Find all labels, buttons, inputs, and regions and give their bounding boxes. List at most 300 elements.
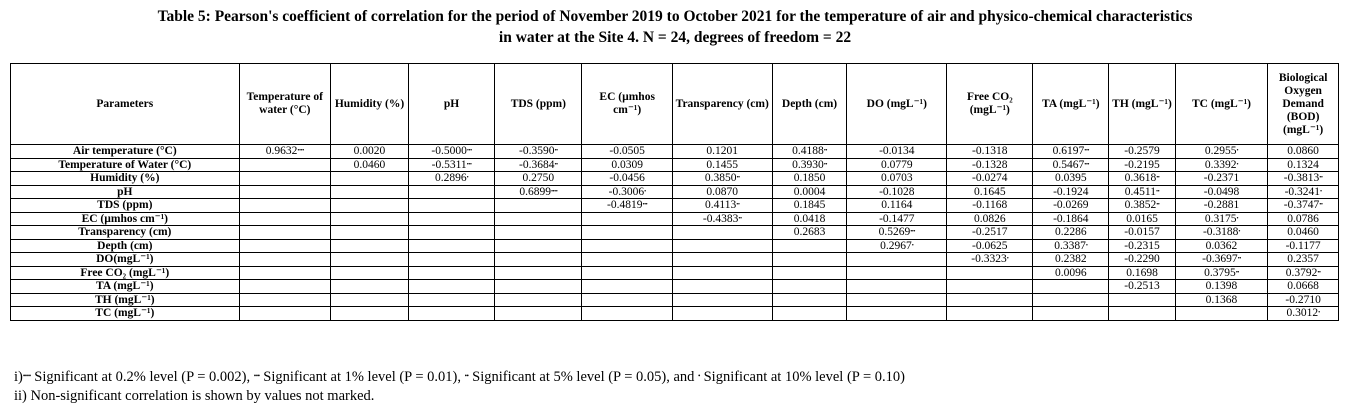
correlation-cell	[1175, 253, 1267, 267]
correlation-cell	[495, 266, 582, 280]
correlation-cell	[495, 185, 582, 199]
correlation-cell	[772, 280, 847, 294]
column-header: TH (mgL⁻¹)	[1109, 64, 1176, 145]
correlation-value: -0.0134	[879, 145, 915, 157]
header-row	[11, 64, 1339, 145]
correlation-cell	[331, 145, 409, 159]
correlation-value: 0.1645	[973, 185, 1006, 198]
significance-mark: •	[1236, 215, 1239, 222]
correlation-cell	[1268, 226, 1339, 240]
column-header: Humidity (%)	[331, 64, 409, 145]
correlation-value: -0.2315	[1124, 239, 1160, 252]
correlation-cell	[331, 212, 409, 226]
correlation-value: 0.1850	[793, 172, 826, 184]
correlation-cell	[331, 185, 409, 199]
correlation-cell	[947, 280, 1033, 294]
correlation-cell	[847, 253, 947, 267]
correlation-cell	[331, 266, 409, 280]
correlation-cell	[947, 158, 1033, 172]
correlation-cell	[1033, 280, 1109, 294]
correlation-cell	[1175, 158, 1267, 172]
correlation-value: 0.0165	[1126, 212, 1158, 225]
correlation-value: 0.2357	[1287, 253, 1319, 265]
correlation-value: 0.1368	[1205, 293, 1238, 306]
correlation-value: 0.0460	[353, 158, 386, 171]
correlation-cell	[408, 293, 494, 307]
significance-mark: ••	[738, 215, 742, 222]
caption-line-2: in water at the Site 4. N = 24, degrees of freedom = 22	[498, 29, 852, 46]
table-row	[11, 199, 1339, 213]
correlation-value: 0.2955	[1204, 145, 1237, 157]
column-header: Free CO₂ (mgL⁻¹)	[947, 64, 1033, 145]
column-header: Depth (cm)	[772, 64, 847, 145]
correlation-cell	[495, 293, 582, 307]
correlation-cell	[672, 266, 772, 280]
note-text-5-percent: Significant at 5% level (P = 0.05), and	[468, 369, 699, 385]
correlation-cell	[331, 280, 409, 294]
correlation-cell	[408, 158, 494, 172]
correlation-cell	[1033, 199, 1109, 213]
correlation-cell	[672, 199, 772, 213]
correlation-cell	[331, 172, 409, 186]
correlation-cell	[947, 212, 1033, 226]
correlation-value: 0.6899	[519, 185, 551, 198]
correlation-cell	[1175, 293, 1267, 307]
correlation-cell	[1109, 307, 1176, 321]
table-row	[11, 212, 1339, 226]
correlation-value: -0.0456	[609, 172, 645, 184]
correlation-cell	[1033, 226, 1109, 240]
correlation-cell	[672, 307, 772, 321]
correlation-value: -0.5000	[431, 145, 467, 157]
row-parameter: TC (mgL⁻¹)	[11, 307, 240, 321]
correlation-value: -0.0274	[972, 172, 1008, 184]
correlation-cell	[331, 253, 409, 267]
correlation-cell	[495, 239, 582, 253]
table-caption	[0, 6, 1350, 48]
correlation-cell	[1175, 280, 1267, 294]
row-parameter: TA (mgL⁻¹)	[11, 280, 240, 294]
correlation-value: -0.1924	[1053, 185, 1089, 198]
correlation-value: -0.3697	[1202, 253, 1238, 265]
correlation-cell	[672, 172, 772, 186]
correlation-cell	[672, 185, 772, 199]
correlation-value: -0.2513	[1124, 280, 1160, 292]
correlation-cell	[772, 307, 847, 321]
note-text-1-percent: Significant at 1% level (P = 0.01),	[259, 369, 465, 385]
correlation-cell	[1175, 172, 1267, 186]
correlation-cell	[1109, 185, 1176, 199]
significance-mark: •••	[642, 202, 648, 208]
correlation-cell	[1268, 158, 1339, 172]
correlation-cell	[1109, 226, 1176, 240]
correlation-cell	[947, 253, 1033, 267]
significance-mark: ••	[1319, 175, 1323, 181]
significance-mark: ••	[1156, 202, 1160, 208]
correlation-value: 0.0096	[1055, 266, 1087, 279]
correlation-cell	[772, 185, 847, 199]
correlation-cell	[582, 158, 672, 172]
correlation-cell	[1268, 307, 1339, 321]
column-header: DO (mgL⁻¹)	[847, 64, 947, 145]
correlation-value: -0.2881	[1203, 199, 1240, 211]
significance-mark: ••	[823, 161, 827, 168]
correlation-cell	[1033, 293, 1109, 307]
correlation-cell	[847, 158, 947, 172]
correlation-cell	[408, 199, 494, 213]
significance-mark: ••	[1156, 188, 1160, 195]
correlation-value: -0.0625	[972, 239, 1008, 252]
correlation-value: 0.1455	[706, 158, 739, 171]
correlation-value: -0.3684	[518, 158, 555, 171]
row-parameter: pH	[11, 185, 240, 199]
significance-mark: •	[466, 175, 469, 181]
correlation-cell	[847, 307, 947, 321]
row-parameter: Temperature of Water (°C)	[11, 158, 240, 172]
correlation-cell	[947, 226, 1033, 240]
correlation-cell	[672, 145, 772, 159]
column-header: TDS (ppm)	[495, 64, 582, 145]
correlation-value: 0.3392	[1204, 158, 1237, 171]
mark-0-2-percent: ••••	[22, 372, 31, 380]
correlation-cell	[331, 307, 409, 321]
correlation-value: 0.3795	[1204, 266, 1236, 279]
correlation-cell	[239, 280, 330, 294]
correlation-cell	[582, 239, 672, 253]
correlation-cell	[582, 226, 672, 240]
correlation-value: 0.3930	[792, 158, 824, 171]
correlation-value: 0.0418	[793, 212, 826, 225]
correlation-cell	[239, 212, 330, 226]
correlation-cell	[239, 239, 330, 253]
correlation-cell	[1175, 212, 1267, 226]
correlation-cell	[1109, 266, 1176, 280]
correlation-cell	[408, 185, 494, 199]
significance-mark: •••	[1084, 148, 1090, 154]
correlation-value: 0.1398	[1205, 280, 1238, 292]
correlation-cell	[1109, 199, 1176, 213]
correlation-cell	[495, 280, 582, 294]
correlation-cell	[1033, 307, 1109, 321]
correlation-value: 0.0668	[1287, 280, 1319, 292]
correlation-cell	[847, 199, 947, 213]
significance-mark: •	[1085, 242, 1088, 249]
row-parameter: Free CO₂ (mgL⁻¹)	[11, 266, 240, 280]
correlation-cell	[239, 226, 330, 240]
correlation-cell	[239, 253, 330, 267]
correlation-cell	[495, 199, 582, 213]
correlation-value: 0.2750	[522, 172, 555, 184]
mark-5-percent: ••	[464, 372, 469, 380]
table-row	[11, 172, 1339, 186]
correlation-value: -0.0505	[609, 145, 645, 157]
significance-mark: •	[1238, 229, 1241, 235]
correlation-cell	[1109, 212, 1176, 226]
column-header: TC (mgL⁻¹)	[1175, 64, 1267, 145]
correlation-cell	[331, 293, 409, 307]
correlation-value: 0.3387	[1054, 239, 1086, 252]
correlation-value: 0.1845	[793, 199, 826, 211]
correlation-cell	[408, 280, 494, 294]
correlation-cell	[672, 212, 772, 226]
correlation-cell	[495, 226, 582, 240]
correlation-cell	[331, 199, 409, 213]
correlation-cell	[1268, 293, 1339, 307]
correlation-cell	[408, 226, 494, 240]
correlation-cell	[1175, 266, 1267, 280]
correlation-cell	[495, 145, 582, 159]
correlation-cell	[847, 145, 947, 159]
correlation-cell	[772, 266, 847, 280]
correlation-table	[10, 63, 1339, 321]
correlation-cell	[408, 212, 494, 226]
correlation-cell	[239, 293, 330, 307]
mark-10-percent: •	[698, 372, 700, 380]
correlation-value: 0.3012	[1286, 307, 1319, 319]
note-text-0-2-percent: Significant at 0.2% level (P = 0.002),	[30, 369, 254, 385]
row-parameter: EC (µmhos cm⁻¹)	[11, 212, 240, 226]
correlation-cell	[1033, 185, 1109, 199]
correlation-cell	[947, 172, 1033, 186]
correlation-cell	[772, 226, 847, 240]
correlation-value: 0.0309	[611, 158, 643, 171]
row-parameter: Humidity (%)	[11, 172, 240, 186]
correlation-value: -0.5311	[431, 158, 467, 171]
significance-mark: •	[1236, 148, 1239, 154]
correlation-cell	[1268, 239, 1339, 253]
caption-line-1: Table 5: Pearson's coefficient of correlation for the period of November 2019 to October 2021 for the temperature of air and physico-chemical characteristics	[157, 8, 1193, 25]
correlation-cell	[239, 307, 330, 321]
correlation-value: 0.0826	[973, 212, 1006, 225]
correlation-value: 0.5269	[878, 226, 911, 238]
correlation-cell	[1268, 172, 1339, 186]
correlation-cell	[772, 199, 847, 213]
correlation-cell	[1109, 293, 1176, 307]
correlation-cell	[239, 145, 330, 159]
significance-mark: ••	[1319, 202, 1323, 208]
correlation-value: 0.3175	[1204, 212, 1237, 225]
correlation-cell	[772, 293, 847, 307]
correlation-cell	[672, 280, 772, 294]
correlation-value: -0.4819	[607, 199, 643, 211]
significance-mark: •	[911, 242, 914, 249]
correlation-value: -0.3188	[1202, 226, 1239, 238]
correlation-value: 0.1201	[706, 145, 739, 157]
correlation-cell	[847, 212, 947, 226]
significance-mark: •	[1006, 256, 1009, 262]
correlation-cell	[582, 280, 672, 294]
correlation-cell	[772, 253, 847, 267]
table-row	[11, 239, 1339, 253]
correlation-cell	[772, 212, 847, 226]
correlation-cell	[1033, 212, 1109, 226]
correlation-value: -0.2371	[1203, 172, 1240, 184]
correlation-cell	[1109, 145, 1176, 159]
correlation-value: -0.1864	[1053, 212, 1089, 225]
correlation-cell	[847, 172, 947, 186]
correlation-cell	[331, 226, 409, 240]
table-row	[11, 226, 1339, 240]
correlation-value: 0.0860	[1287, 145, 1319, 157]
correlation-cell	[847, 280, 947, 294]
correlation-value: 0.4511	[1124, 185, 1156, 198]
correlation-cell	[672, 253, 772, 267]
correlation-value: 0.3852	[1124, 199, 1157, 211]
correlation-value: -0.3590	[518, 145, 555, 157]
correlation-cell	[772, 172, 847, 186]
correlation-value: 0.2683	[793, 226, 826, 238]
correlation-cell	[847, 226, 947, 240]
correlation-value: 0.3850	[704, 172, 737, 184]
correlation-cell	[1109, 158, 1176, 172]
correlation-cell	[582, 266, 672, 280]
correlation-cell	[582, 172, 672, 186]
correlation-cell	[1109, 280, 1176, 294]
correlation-cell	[1109, 239, 1176, 253]
correlation-value: -0.3323	[971, 253, 1007, 265]
correlation-cell	[408, 253, 494, 267]
row-parameter: Air temperature (°C)	[11, 145, 240, 159]
correlation-cell	[408, 145, 494, 159]
correlation-cell	[1268, 280, 1339, 294]
correlation-value: 0.1324	[1287, 158, 1319, 171]
correlation-cell	[1175, 185, 1267, 199]
correlation-cell	[495, 172, 582, 186]
correlation-cell	[947, 185, 1033, 199]
correlation-cell	[1268, 185, 1339, 199]
correlation-value: 0.0395	[1055, 172, 1087, 184]
note-prefix: i)	[14, 369, 23, 385]
correlation-cell	[1033, 172, 1109, 186]
row-parameter: Depth (cm)	[11, 239, 240, 253]
column-header: EC (µmhos cm⁻¹)	[582, 64, 672, 145]
significance-mark: ••	[1156, 175, 1160, 181]
row-parameter: DO(mgL⁻¹)	[11, 253, 240, 267]
correlation-cell	[1175, 226, 1267, 240]
correlation-cell	[1033, 266, 1109, 280]
significance-mark: ••	[554, 148, 558, 154]
correlation-cell	[495, 307, 582, 321]
correlation-cell	[1175, 307, 1267, 321]
significance-mark: ••	[1317, 269, 1321, 276]
significance-mark: •••	[1084, 161, 1090, 168]
correlation-cell	[672, 239, 772, 253]
correlation-cell	[947, 266, 1033, 280]
correlation-cell	[847, 266, 947, 280]
table-row	[11, 158, 1339, 172]
correlation-value: -0.1328	[972, 158, 1008, 171]
correlation-cell	[582, 293, 672, 307]
correlation-cell	[239, 185, 330, 199]
correlation-cell	[582, 199, 672, 213]
correlation-cell	[1268, 199, 1339, 213]
significance-mark: •••	[466, 161, 472, 168]
correlation-value: 0.2896	[434, 172, 467, 184]
column-header: Transparency (cm)	[672, 64, 772, 145]
correlation-cell	[582, 212, 672, 226]
correlation-cell	[672, 293, 772, 307]
column-header: TA (mgL⁻¹)	[1033, 64, 1109, 145]
correlation-value: 0.2382	[1055, 253, 1087, 265]
correlation-cell	[947, 293, 1033, 307]
correlation-value: -0.3241	[1284, 185, 1321, 198]
correlation-value: 0.0870	[706, 185, 739, 198]
significance-mark: •••	[466, 148, 472, 154]
correlation-value: 0.3792	[1285, 266, 1318, 279]
note-non-significant: ii) Non-significant correlation is shown by values not marked.	[14, 388, 375, 404]
correlation-value: -0.4383	[702, 212, 739, 225]
correlation-value: -0.2517	[972, 226, 1008, 238]
correlation-value: 0.0362	[1205, 239, 1238, 252]
header-parameters: Parameters	[11, 64, 240, 145]
significance-mark: •	[1236, 161, 1239, 168]
correlation-cell	[1268, 253, 1339, 267]
correlation-cell	[495, 158, 582, 172]
correlation-value: -0.2710	[1285, 293, 1321, 306]
correlation-value: 0.1698	[1126, 266, 1158, 279]
correlation-cell	[772, 158, 847, 172]
correlation-cell	[239, 158, 330, 172]
correlation-cell	[947, 145, 1033, 159]
correlation-cell	[947, 307, 1033, 321]
correlation-cell	[1268, 266, 1339, 280]
correlation-cell	[1268, 212, 1339, 226]
correlation-value: -0.1168	[972, 199, 1008, 211]
significance-mark: ••••	[297, 148, 304, 154]
correlation-value: 0.5467	[1052, 158, 1085, 171]
correlation-value: 0.1164	[881, 199, 913, 211]
correlation-cell	[772, 145, 847, 159]
correlation-value: -0.2290	[1124, 253, 1160, 265]
correlation-cell	[1033, 145, 1109, 159]
correlation-cell	[847, 185, 947, 199]
correlation-cell	[947, 239, 1033, 253]
correlation-cell	[582, 145, 672, 159]
table-row	[11, 253, 1339, 267]
correlation-value: -0.0498	[1203, 185, 1240, 198]
correlation-value: 0.0779	[880, 158, 913, 171]
correlation-cell	[847, 239, 947, 253]
table-row	[11, 266, 1339, 280]
correlation-value: 0.0020	[353, 145, 386, 157]
correlation-cell	[582, 307, 672, 321]
column-header: Temperature of water (°C)	[239, 64, 330, 145]
correlation-value: 0.0703	[880, 172, 913, 184]
row-parameter: Transparency (cm)	[11, 226, 240, 240]
table-row	[11, 293, 1339, 307]
correlation-cell	[495, 212, 582, 226]
significance-mark: ••••	[550, 188, 558, 195]
significance-mark: ••	[1235, 269, 1239, 276]
correlation-cell	[672, 226, 772, 240]
table-notes	[14, 367, 905, 406]
table-row	[11, 185, 1339, 199]
correlation-cell	[331, 239, 409, 253]
correlation-value: 0.2286	[1055, 226, 1087, 238]
correlation-cell	[582, 253, 672, 267]
correlation-value: -0.1028	[879, 185, 915, 198]
correlation-cell	[582, 185, 672, 199]
correlation-value: 0.9632	[265, 145, 298, 157]
note-text-10-percent: Significant at 10% level (P = 0.10)	[699, 369, 905, 385]
correlation-value: 0.6197	[1052, 145, 1085, 157]
significance-mark: ••	[554, 161, 558, 168]
significance-mark: •••	[910, 229, 916, 235]
correlation-cell	[1033, 158, 1109, 172]
table-row	[11, 145, 1339, 159]
correlation-value: -0.3813	[1283, 172, 1320, 184]
correlation-cell	[1109, 172, 1176, 186]
